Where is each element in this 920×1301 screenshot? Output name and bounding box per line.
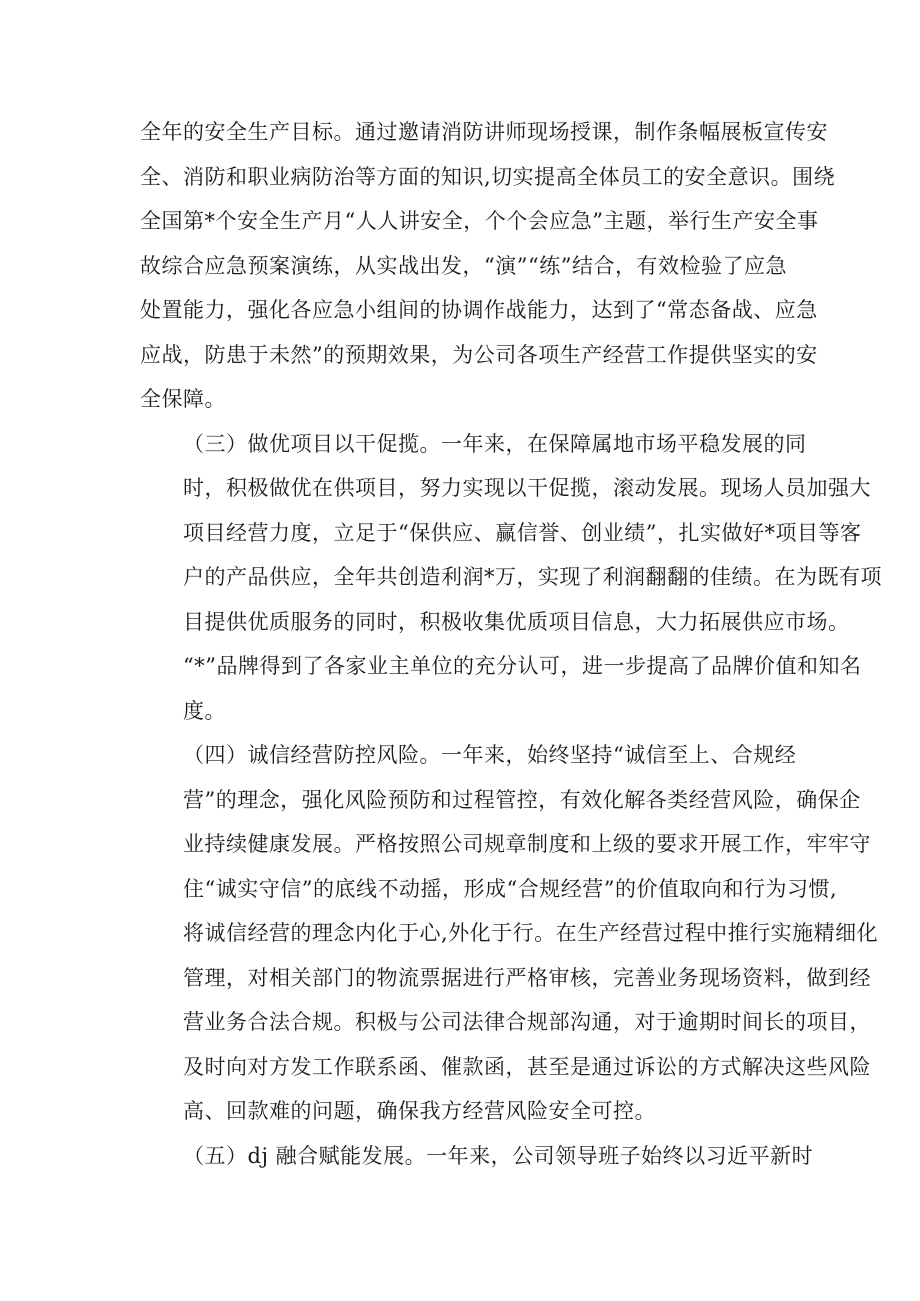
text-line: 业持续健康发展。严格按照公司规章制度和上级的要求开展工作，牢牢守 xyxy=(183,832,871,856)
text-line: 全国第*个安全生产月“人人讲安全，个个会应急”主题，举行生产安全事 xyxy=(140,209,819,233)
text-line: 时，积极做优在供项目，努力实现以干促揽，滚动发展。现场人员加强大 xyxy=(183,476,871,500)
text-line: 处置能力，强化各应急小组间的协调作战能力，达到了“常态备战、应急 xyxy=(140,298,818,322)
text-line: “*”品牌得到了各家业主单位的充分认可，进一步提高了品牌价值和知名 xyxy=(183,654,862,678)
text-line: 将诚信经营的理念内化于心,外化于行。在生产经营过程中推行实施精细化 xyxy=(183,921,879,945)
paragraph-safety-continued xyxy=(140,110,836,422)
text-line: 全保障。 xyxy=(140,387,226,411)
text-line: 目提供优质服务的同时，积极收集优质项目信息，大力拓展供应市场。 xyxy=(183,609,850,634)
document-body xyxy=(140,110,882,1178)
text-line: （五）dj 融合赋能发展。一年来，公司领导班子始终以习近平新时 xyxy=(183,1143,814,1168)
text-line: （四）诚信经营防控风险。一年来，始终坚持“诚信至上、合规经 xyxy=(183,743,797,767)
text-line: 项目经营力度，立足于“保供应、赢信誉、创业绩”，扎实做好*项目等客 xyxy=(183,520,862,545)
text-line: 户的产品供应，全年共创造利润*万，实现了利润翻翻的佳绩。在为既有项 xyxy=(183,565,882,589)
text-line: 管理，对相关部门的物流票据进行严格审核，完善业务现场资料，做到经 xyxy=(183,965,871,990)
text-line: 度。 xyxy=(183,698,226,723)
text-line: 故综合应急预案演练，从实战出发，“演”“练”结合，有效检验了应急 xyxy=(140,253,787,278)
text-line: 高、回款难的问题，确保我方经营风险安全可控。 xyxy=(183,1099,656,1123)
text-line: 住“诚实守信”的底线不动摇，形成“合规经营”的价值取向和行为习惯, xyxy=(183,876,838,901)
text-line: 应战，防患于未然”的预期效果，为公司各项生产经营工作提供坚实的安 xyxy=(140,342,818,367)
text-line: 营业务合法合规。积极与公司法律合规部沟通，对于逾期时间长的项目， xyxy=(183,1010,871,1034)
paragraph-integrity-risk-control xyxy=(140,733,879,1134)
text-line: 及时向对方发工作联系函、催款函，甚至是通过诉讼的方式解决这些风险 xyxy=(183,1054,871,1079)
text-line: 全、消防和职业病防治等方面的知识,切实提高全体员工的安全意识。围绕 xyxy=(140,164,836,189)
paragraph-integration-development xyxy=(140,1134,814,1179)
paragraph-project-optimization xyxy=(140,422,882,734)
text-line: （三）做优项目以干促揽。一年来，在保障属地市场平稳发展的同 xyxy=(183,431,807,456)
text-line: 营”的理念，强化风险预防和过程管控，有效化解各类经营风险，确保企 xyxy=(183,787,861,812)
text-line: 全年的安全生产目标。通过邀请消防讲师现场授课，制作条幅展板宣传安 xyxy=(140,120,828,144)
